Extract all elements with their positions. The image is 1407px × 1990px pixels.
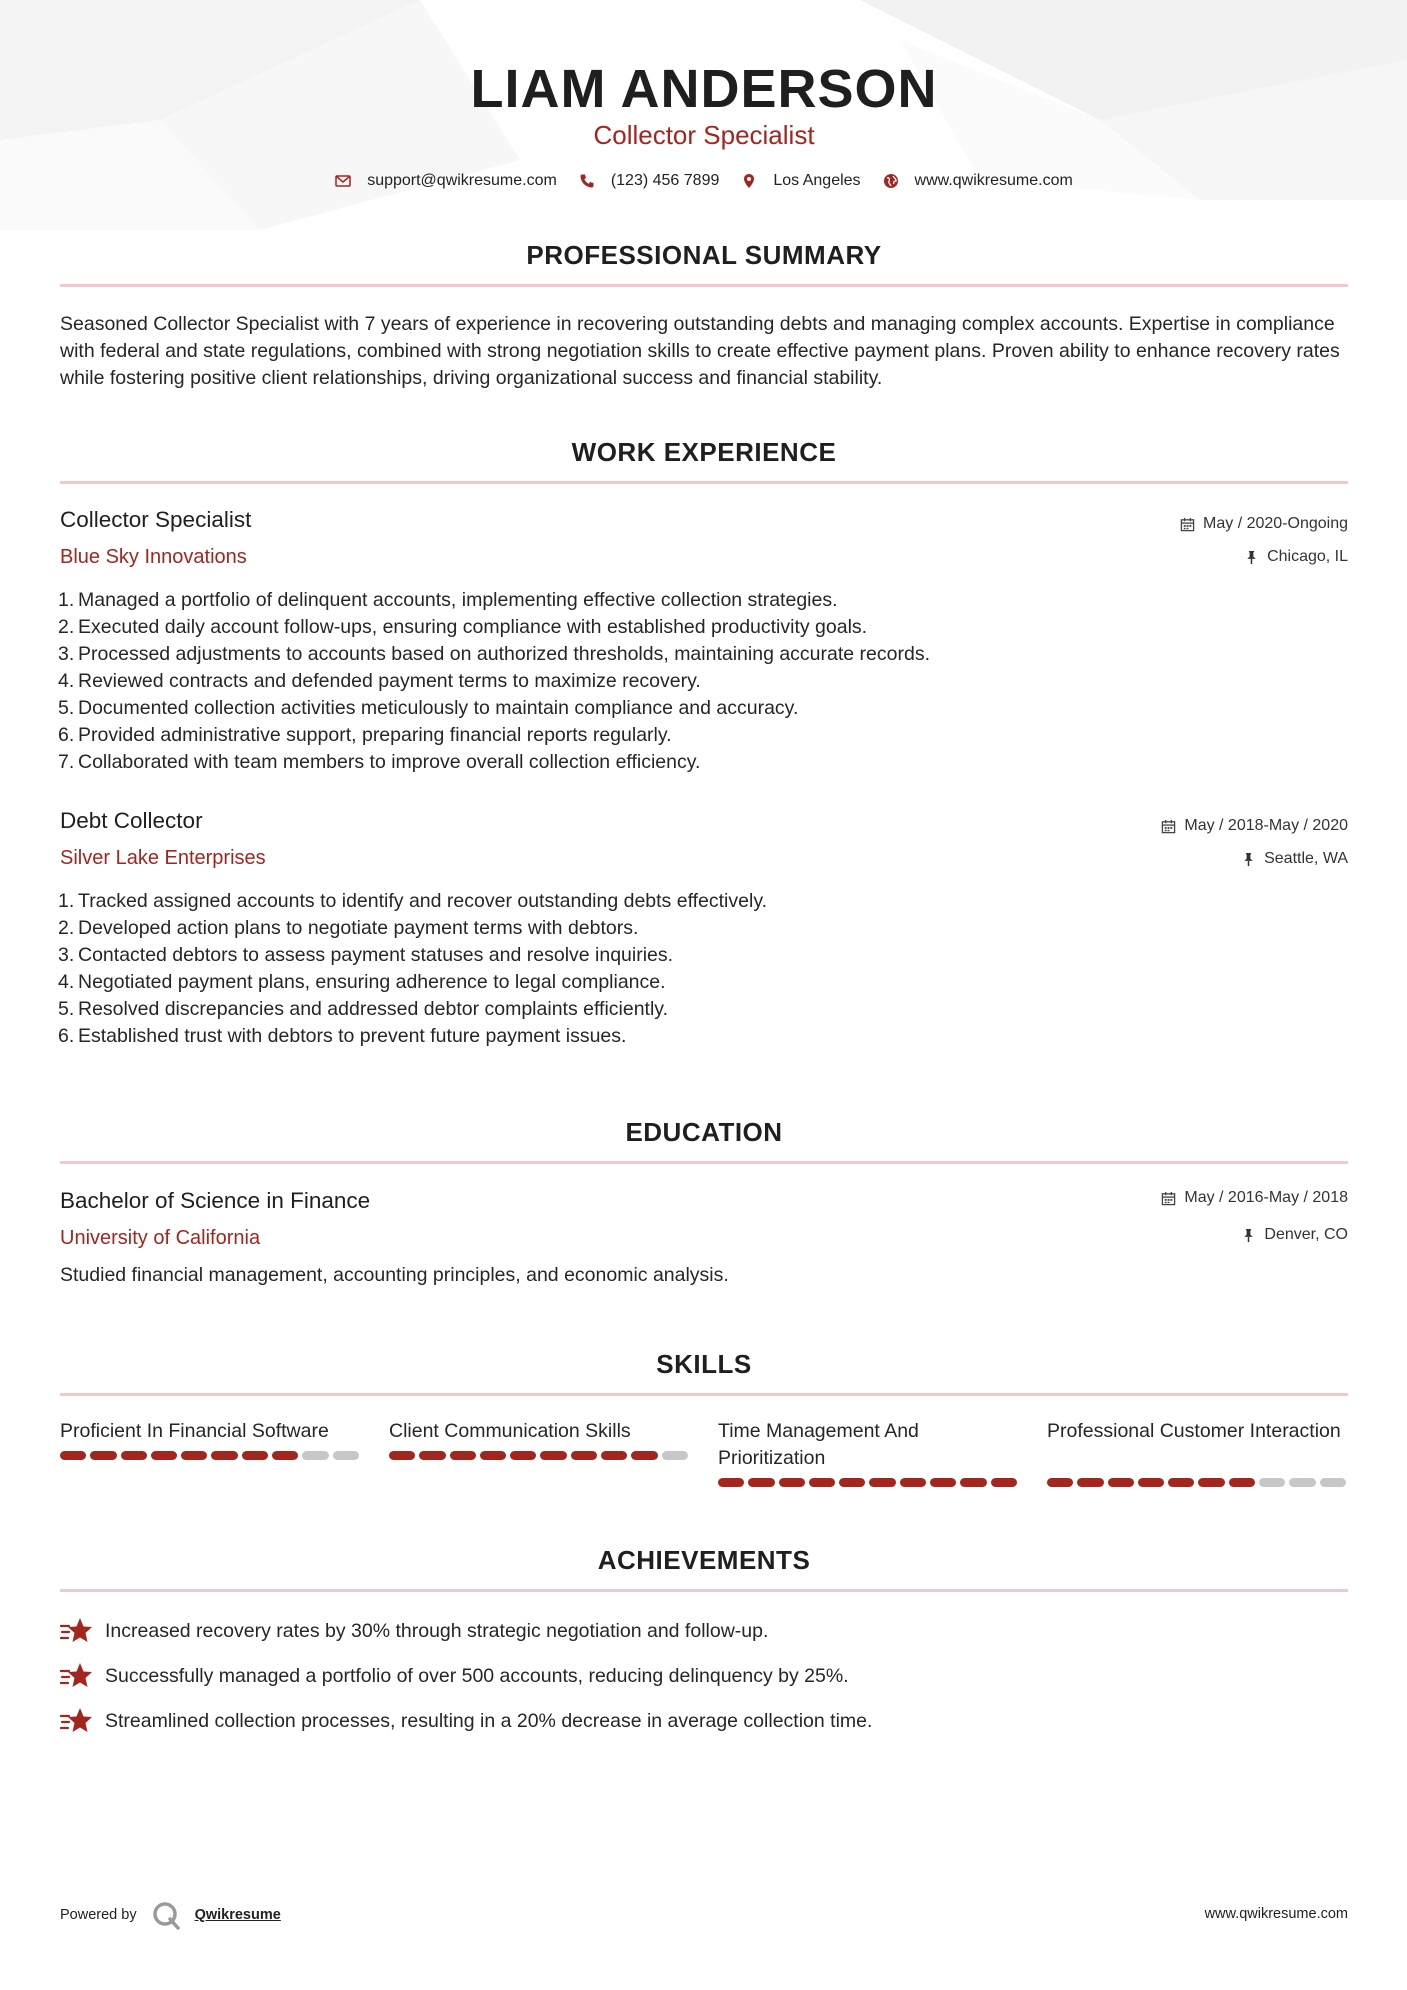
company-name: Silver Lake Enterprises	[60, 847, 266, 869]
skill-segment-filled	[181, 1451, 207, 1460]
company-name: Blue Sky Innovations	[60, 546, 247, 568]
section-divider	[60, 1161, 1348, 1164]
skill-segment-filled	[540, 1451, 566, 1460]
skill-segment-filled	[121, 1451, 147, 1460]
skill-segment-filled	[991, 1478, 1017, 1487]
skill-level-bar	[718, 1478, 1017, 1487]
skill-item	[60, 1418, 359, 1487]
bullet-text: Processed adjustments to accounts based on authorized thresholds, maintaining accurate records.	[78, 643, 930, 665]
achievement-item	[60, 1661, 849, 1691]
list-item: 7. Collaborated with team members to improve overall collection efficiency.	[58, 751, 701, 773]
envelope-icon	[335, 173, 351, 189]
skill-segment-filled	[718, 1478, 744, 1487]
education-location	[1241, 1226, 1348, 1244]
star-icon	[60, 1616, 93, 1646]
bullet-text: Reviewed contracts and defended payment terms to maximize recovery.	[78, 670, 701, 692]
skill-segment-filled	[869, 1478, 895, 1487]
achievement-text: Successfully managed a portfolio of over 500 accounts, reducing delinquency by 25%.	[105, 1664, 849, 1687]
list-item: 5. Documented collection activities meticulously to maintain compliance and accuracy.	[58, 697, 799, 719]
skill-segment-empty	[1289, 1478, 1315, 1487]
calendar-icon	[1180, 517, 1195, 532]
skill-segment-filled	[601, 1451, 627, 1460]
contact-email-text: support@qwikresume.com	[367, 172, 557, 189]
skill-segment-filled	[809, 1478, 835, 1487]
skills-heading: SKILLS	[656, 1349, 752, 1379]
skill-segment-empty	[333, 1451, 359, 1460]
achievement-item	[60, 1616, 768, 1646]
education-location-text: Denver, CO	[1264, 1226, 1348, 1243]
school-name: University of California	[60, 1227, 261, 1249]
skill-segment-filled	[90, 1451, 116, 1460]
skill-segment-filled	[631, 1451, 657, 1460]
list-item: 4. Reviewed contracts and defended payment terms to maximize recovery.	[58, 670, 701, 692]
skill-name: Time Management And Prioritization	[718, 1420, 919, 1469]
list-item: 4. Negotiated payment plans, ensuring adherence to legal compliance.	[58, 971, 666, 993]
skill-segment-filled	[900, 1478, 926, 1487]
job-title: Collector Specialist	[60, 507, 252, 532]
list-item: 1. Tracked assigned accounts to identify and recover outstanding debts effectively.	[58, 890, 768, 912]
skill-segment-empty	[662, 1451, 688, 1460]
bullet-text: Contacted debtors to assess payment statuses and resolve inquiries.	[78, 944, 674, 966]
job-location	[1241, 850, 1348, 868]
phone-icon	[579, 173, 595, 189]
bullet-text: Tracked assigned accounts to identify and recover outstanding debts effectively.	[78, 890, 768, 912]
skill-name: Professional Customer Interaction	[1047, 1420, 1341, 1442]
contact-location	[741, 172, 860, 190]
skill-segment-filled	[1077, 1478, 1103, 1487]
list-item: 2. Executed daily account follow-ups, ensuring compliance with established productivity goals.	[58, 616, 868, 638]
skill-name: Client Communication Skills	[389, 1420, 631, 1442]
footer-url[interactable]: www.qwikresume.com	[1204, 1906, 1348, 1922]
bullet-text: Established trust with debtors to prevent future payment issues.	[78, 1025, 627, 1047]
skill-segment-filled	[960, 1478, 986, 1487]
skill-name: Proficient In Financial Software	[60, 1420, 329, 1442]
job-title: Debt Collector	[60, 808, 203, 833]
skill-segment-filled	[839, 1478, 865, 1487]
bullet-text: Executed daily account follow-ups, ensuring compliance with established productivity goals.	[78, 616, 868, 638]
achievement-item	[60, 1706, 872, 1736]
skill-segment-filled	[510, 1451, 536, 1460]
skill-segment-empty	[302, 1451, 328, 1460]
qwikresume-logo-icon	[151, 1900, 181, 1930]
summary-text: Seasoned Collector Specialist with 7 years of experience in recovering outstanding debts and managing complex accounts. Expertise in compliance with federal and state regulations, combined with strong negotiation skills to create effective payment plans. Proven ability to enhance recovery rates while fostering positive client relationships, driving organizational success and financial stability.	[60, 313, 1340, 389]
section-divider	[60, 1589, 1348, 1592]
skill-segment-filled	[272, 1451, 298, 1460]
star-icon	[60, 1661, 93, 1691]
education-dates	[1161, 1189, 1348, 1207]
degree-title: Bachelor of Science in Finance	[60, 1188, 371, 1213]
skill-segment-filled	[450, 1451, 476, 1460]
skill-segment-filled	[389, 1451, 415, 1460]
skill-segment-filled	[571, 1451, 597, 1460]
job-location	[1244, 548, 1348, 566]
pushpin-icon	[1241, 1228, 1256, 1243]
skill-segment-filled	[1047, 1478, 1073, 1487]
bullet-text: Provided administrative support, preparing financial reports regularly.	[78, 724, 672, 746]
list-item: 5. Resolved discrepancies and addressed debtor complaints efficiently.	[58, 998, 669, 1020]
skill-segment-filled	[1198, 1478, 1224, 1487]
achievement-text: Increased recovery rates by 30% through strategic negotiation and follow-up.	[105, 1619, 769, 1642]
education-dates-text: May / 2016-May / 2018	[1184, 1189, 1348, 1206]
skill-segment-filled	[748, 1478, 774, 1487]
list-item: 6. Provided administrative support, preparing financial reports regularly.	[58, 724, 672, 746]
job-location-text: Seattle, WA	[1264, 850, 1348, 867]
contact-location-text: Los Angeles	[773, 172, 861, 189]
map-pin-icon	[741, 173, 757, 189]
star-icon	[60, 1706, 93, 1736]
globe-icon	[883, 173, 899, 189]
candidate-name: LIAM ANDERSON	[470, 59, 938, 119]
job-dates-text: May / 2018-May / 2020	[1184, 817, 1348, 834]
skill-segment-filled	[930, 1478, 956, 1487]
bullet-text: Resolved discrepancies and addressed debtor complaints efficiently.	[78, 998, 669, 1020]
bullet-text: Managed a portfolio of delinquent accounts, implementing effective collection strategies.	[78, 589, 838, 611]
skill-segment-filled	[419, 1451, 445, 1460]
job-bullets	[58, 587, 930, 776]
contact-phone-text: (123) 456 7899	[610, 172, 720, 189]
education-heading: EDUCATION	[625, 1117, 783, 1147]
skill-segment-filled	[779, 1478, 805, 1487]
skill-segment-filled	[1229, 1478, 1255, 1487]
achievement-text: Streamlined collection processes, resulting in a 20% decrease in average collection time.	[105, 1709, 873, 1732]
skill-segment-filled	[242, 1451, 268, 1460]
list-item: 1. Managed a portfolio of delinquent accounts, implementing effective collection strategies.	[58, 589, 838, 611]
skill-segment-filled	[60, 1451, 86, 1460]
experience-heading: WORK EXPERIENCE	[571, 437, 837, 467]
calendar-icon	[1161, 819, 1176, 834]
skill-segment-filled	[1168, 1478, 1194, 1487]
achievements-heading: ACHIEVEMENTS	[597, 1545, 811, 1575]
pushpin-icon	[1241, 852, 1256, 867]
education-description: Studied financial management, accounting principles, and economic analysis.	[60, 1264, 729, 1286]
list-item: 2. Developed action plans to negotiate payment terms with debtors.	[58, 917, 639, 939]
skills-grid	[60, 1418, 1348, 1487]
skill-segment-filled	[1138, 1478, 1164, 1487]
section-divider	[60, 481, 1348, 484]
job-bullets	[58, 888, 767, 1050]
list-item: 3. Processed adjustments to accounts based on authorized thresholds, maintaining accurate records.	[58, 643, 930, 665]
qwikresume-link[interactable]: Qwikresume	[194, 1907, 281, 1923]
job-dates	[1180, 515, 1348, 533]
list-item: 3. Contacted debtors to assess payment statuses and resolve inquiries.	[58, 944, 674, 966]
calendar-icon	[1161, 1191, 1176, 1206]
skill-segment-filled	[151, 1451, 177, 1460]
contact-email[interactable]	[335, 172, 557, 190]
section-divider	[60, 1393, 1348, 1396]
bullet-text: Developed action plans to negotiate payment terms with debtors.	[78, 917, 639, 939]
contact-website-text: www.qwikresume.com	[914, 172, 1073, 189]
job-dates	[1161, 817, 1348, 835]
powered-by-label: Powered by	[60, 1907, 137, 1923]
skill-item	[1047, 1418, 1346, 1487]
footer-powered-by	[60, 1900, 281, 1930]
contact-bar	[60, 172, 1348, 190]
bullet-text: Collaborated with team members to improve overall collection efficiency.	[78, 751, 701, 773]
skill-level-bar	[1047, 1478, 1346, 1487]
skill-segment-empty	[1320, 1478, 1346, 1487]
skill-item	[718, 1418, 1017, 1487]
section-divider	[60, 284, 1348, 287]
job-dates-text: May / 2020-Ongoing	[1203, 515, 1348, 532]
skill-segment-empty	[1259, 1478, 1285, 1487]
skill-level-bar	[389, 1451, 688, 1460]
skill-level-bar	[60, 1451, 359, 1460]
summary-heading: PROFESSIONAL SUMMARY	[526, 240, 882, 270]
pushpin-icon	[1244, 550, 1259, 565]
job-location-text: Chicago, IL	[1267, 548, 1348, 565]
bullet-text: Negotiated payment plans, ensuring adherence to legal compliance.	[78, 971, 666, 993]
contact-phone[interactable]	[579, 172, 720, 190]
skill-segment-filled	[211, 1451, 237, 1460]
list-item: 6. Established trust with debtors to prevent future payment issues.	[58, 1025, 627, 1047]
skill-segment-filled	[480, 1451, 506, 1460]
candidate-title: Collector Specialist	[593, 120, 815, 150]
contact-website[interactable]	[883, 172, 1073, 190]
bullet-text: Documented collection activities meticulously to maintain compliance and accuracy.	[78, 697, 799, 719]
skill-segment-filled	[1108, 1478, 1134, 1487]
skill-item	[389, 1418, 688, 1487]
